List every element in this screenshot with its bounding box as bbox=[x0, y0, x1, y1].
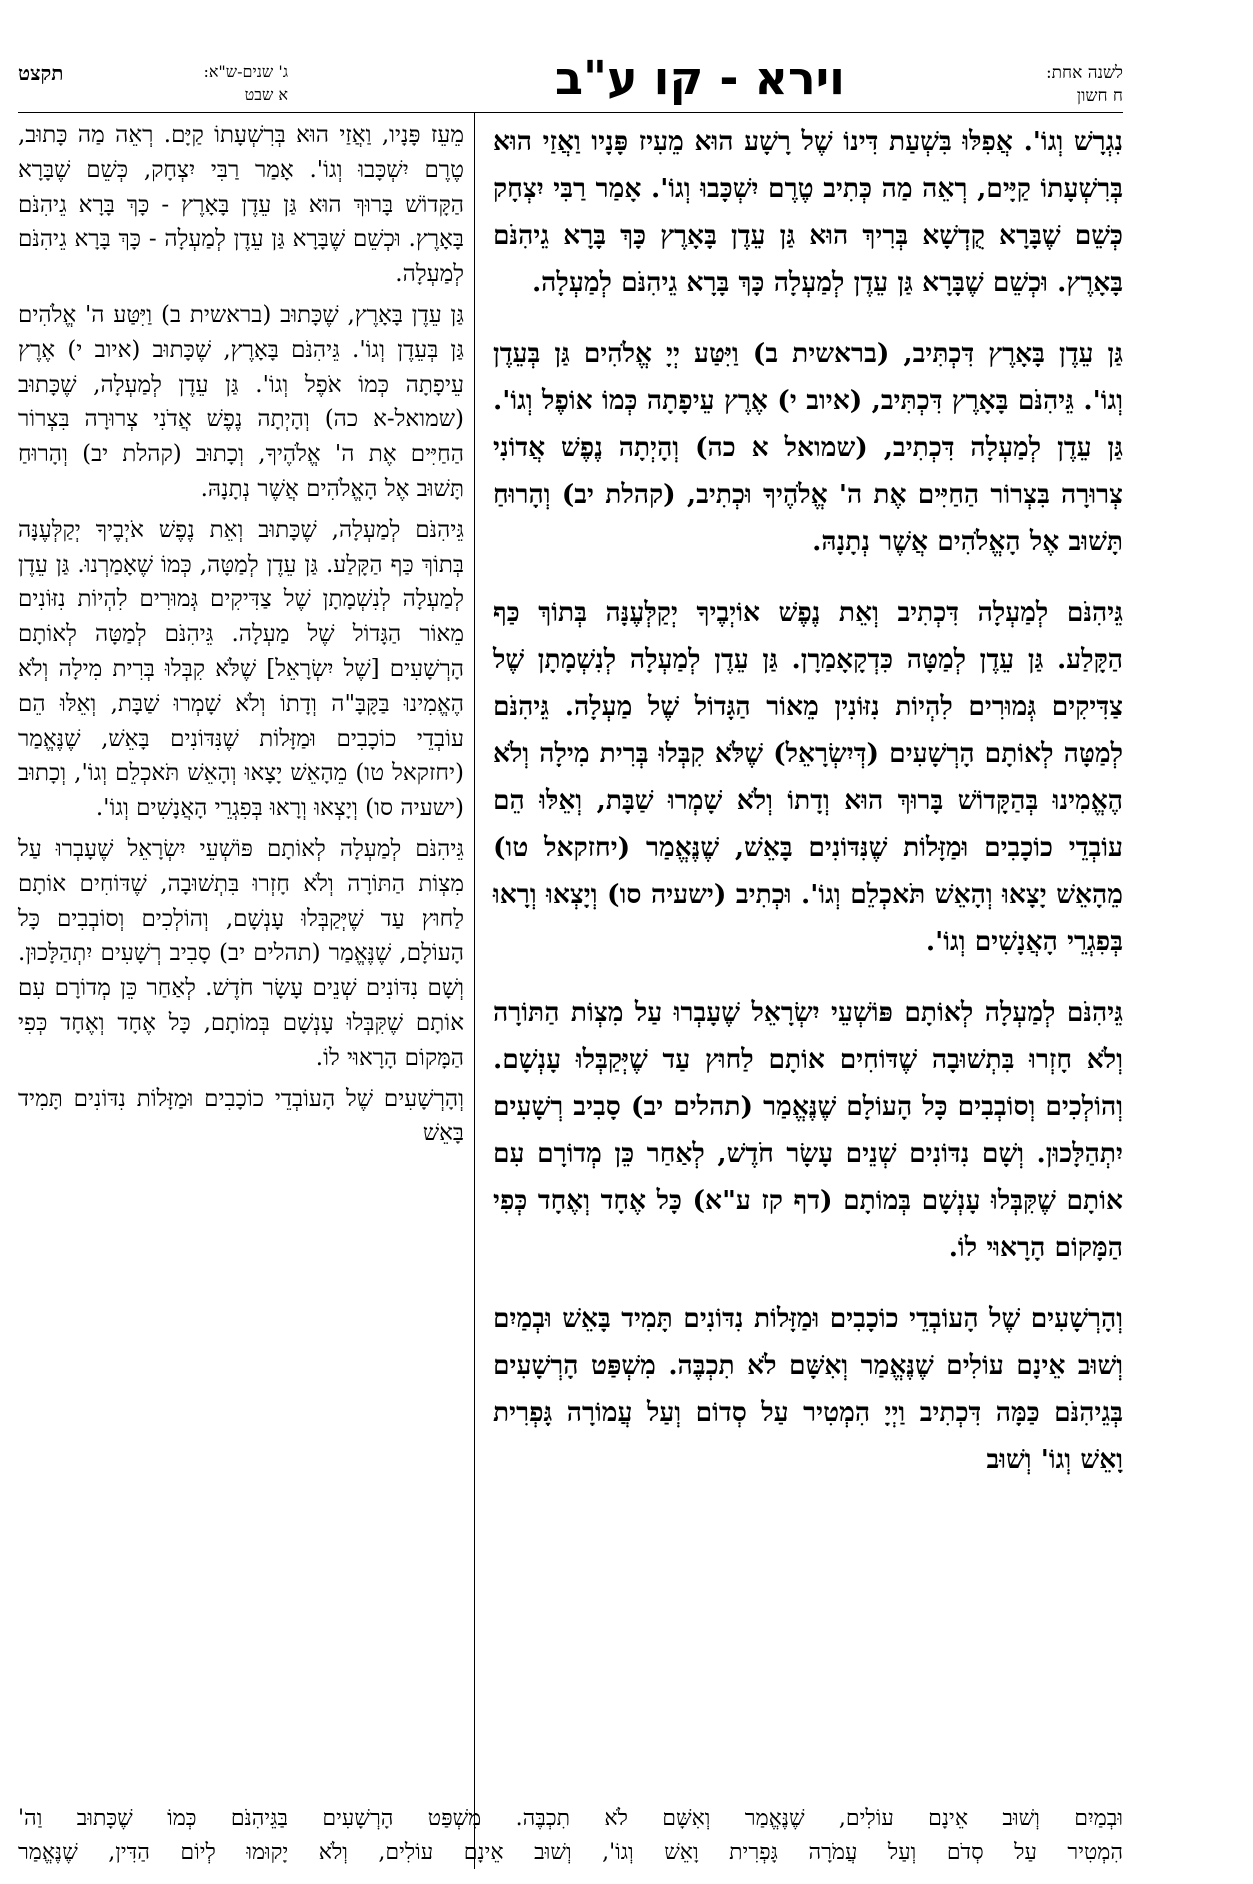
commentary-paragraph: וְהָרְשָׁעִים שֶׁל הָעוֹבְדֵי כוֹכָבִים וּמַזָּלוֹת נִדּוֹנִים תָּמִיד בָּאֵשׁ bbox=[18, 1085, 464, 1147]
commentary-paragraph: גֵּיהִנֹּם לְמַעְלָה לְאוֹתָם פּוֹשְׁעֵי יִשְׂרָאֵל שֶׁעָבְרוּ עַל מִצְוֹת הַתּוֹרָה וְלֹא חָזְרוּ בִּתְשׁוּבָה, שֶׁדּוֹחִים אוֹתָם לַחוּץ עַד שֶׁיְּקַבְּלוּ עָנְשָׁם, וְהוֹלְכִים וְסוֹבְבִים כָּל הָעוֹלָם, שֶׁנֶּאֱמַר (תהלים יב) סָבִיב רְשָׁעִים יִתְהַלָּכוּן. וְשָׁם נִדּוֹנִים שְׁנֵים עָשָׂר חֹדֶשׁ. לְאַחַר כֵּן מְדוֹרָם עִם אוֹתָם שֶׁקִּבְּלוּ עָנְשָׁם בְּמוֹתָם, כָּל אֶחָד וְאֶחָד כְּפִי הַמָּקוֹם הָרָאוּי לוֹ. bbox=[18, 835, 464, 1071]
header-right bbox=[1046, 62, 1123, 108]
main-paragraph: גֵּיהִנֹּם לְמַעְלָה לְאוֹתָם פּוֹשְׁעֵי יִשְׂרָאֵל שֶׁעָבְרוּ עַל מִצְוֹת הַתּוֹרָה וְלֹא חָזְרוּ בִּתְשׁוּבָה שֶׁדּוֹחִים אוֹתָם לַחוּץ עַד שֶׁיְּקַבְּלוּ עָנְשָׁם. וְהוֹלְכִים וְסוֹבְבִים כָּל הָעוֹלָם שֶׁנֶּאֱמַר (תהלים יב) סָבִיב רְשָׁעִים יִתְהַלָּכוּן. וְשָׁם נִדּוֹנִים שְׁנֵים עָשָׂר חֹדֶשׁ, לְאַחַר כֵּן מְדוֹרָם עִם אוֹתָם שֶׁקִּבְּלוּ עָנְשָׁם בְּמוֹתָם (דף קז ע"א) כָּל אֶחָד וְאֶחָד כְּפִי הַמָּקוֹם הָרָאוּי לוֹ. bbox=[493, 997, 1123, 1263]
header-cycle-label: ג' שנים-ש"א: bbox=[203, 62, 288, 81]
page-number: תקצט bbox=[18, 61, 64, 85]
main-paragraph: גֵּיהִנֹּם לְמַעְלָה דִּכְתִיב וְאֵת נֶפֶשׁ אוֹיְבֶיךָ יְקַלְּעֶנָּה בְּתוֹךְ כַּף הַקָּלַע. גַּן עֵדֶן לְמַטָּה כִּדְקָאָמַרָן. גַּן עֵדֶן לְמַעְלָה לְנִשְׁמָתָן שֶׁל צַדִּיקִים גְּמוּרִים לִהְיוֹת נִזּוֹנִין מֵאוֹר הַגָּדוֹל שֶׁל מַעְלָה. גֵּיהִנֹּם לְמַטָּה לְאוֹתָם הָרְשָׁעִים (דְּיִשְׂרָאֵל) שֶׁלֹּא קִבְּלוּ בְּרִית מִילָה וְלֹא הֶאֱמִינוּ בְּהַקָּדוֹשׁ בָּרוּךְ הוּא וְדָתוֹ וְלֹא שָׁמְרוּ שַׁבָּת, וְאֵלּוּ הֵם עוֹבְדֵי כוֹכָבִים וּמַזָּלוֹת שֶׁנִּדּוֹנִים בָּאֵשׁ, שֶׁנֶּאֱמַר (יחזקאל טו) מֵהָאֵשׁ יָצָאוּ וְהָאֵשׁ תֹּאכְלֵם וְגוֹ'. וּכְתִיב (ישעיה סו) וְיָצְאוּ וְרָאוּ בְּפִגְרֵי הָאֲנָשִׁים וְגוֹ'. bbox=[493, 597, 1123, 957]
header-left bbox=[18, 60, 288, 106]
commentary-paragraph: גֵּיהִנֹּם לְמַעְלָה, שֶׁכָּתוּב וְאֵת נֶפֶשׁ אֹיְבֶיךָ יְקַלְּעֶנָּה בְּתוֹךְ כַּף הַקָּלַע. גַּן עֵדֶן לְמַטָּה, כְּמוֹ שֶׁאָמַרְנוּ. גַּן עֵדֶן לְמַעְלָה לְנִשְׁמָתָן שֶׁל צַדִּיקִים גְּמוּרִים לִהְיוֹת נִזּוֹנִים מֵאוֹר הַגָּדוֹל שֶׁל מַעְלָה. גֵּיהִנֹּם לְמַטָּה לְאוֹתָם הָרְשָׁעִים [שֶׁל יִשְׂרָאֵל] שֶׁלֹּא קִבְּלוּ בְּרִית מִילָה וְלֹא הֶאֱמִינוּ בַּקָּבָּ"ה וְדָתוֹ וְלֹא שָׁמְרוּ שַׁבָּת, וְאֵלּוּ הֵם עוֹבְדֵי כוֹכָבִים וּמַזָּלוֹת שֶׁנִּדּוֹנִים בָּאֵשׁ, שֶׁנֶּאֱמַר (יחזקאל טו) מֵהָאֵשׁ יָצָאוּ וְהָאֵשׁ תֹּאכְלֵם וְגוֹ', וְכָתוּב (ישעיה סו) וְיָצְאוּ וְרָאוּ בְּפִגְרֵי הָאֲנָשִׁים וְגוֹ'. bbox=[18, 516, 464, 822]
main-paragraph: גַּן עֵדֶן בָּאָרֶץ דִּכְתִּיב, (בראשית ב) וַיִּטַּע יְיָ אֱלֹהִים גַּן בְּעֵדֶן וְגוֹ'. גֵּיהִנֹּם בָּאָרֶץ דִּכְתִּיב, (איוב י) אֶרֶץ עֵיפָתָה כְּמוֹ אוֹפֶל וְגוֹ'. גַּן עֵדֶן לְמַעְלָה דִּכְתִיב, (שמואל א כה) וְהָיְתָה נֶפֶשׁ אֲדוֹנִי צְרוּרָה בִּצְרוֹר הַחַיִּים אֶת ה' אֱלֹהֶיךָ וּכְתִיב, (קהלת יב) וְהָרוּחַ תָּשׁוּב אֶל הָאֱלֹהִים אֲשֶׁר נְתָנָהּ. bbox=[493, 338, 1123, 557]
bottom-line: הִמְטִיר עַל סְדֹם וְעַל עֲמֹרָה גָּפְרִית וָאֵשׁ וְגוֹ', וְשׁוּב אֵינָם עוֹלִים, וְלֹא יָקוּמוּ לְיוֹם הַדִּין, שֶׁנֶּאֱמַר bbox=[18, 1840, 1123, 1865]
main-paragraph: וְהָרְשָׁעִים שֶׁל הָעוֹבְדֵי כוֹכָבִים וּמַזָּלוֹת נִדּוֹנִים תָּמִיד בָּאֵשׁ וּבְמַיִם וְשׁוּב אֵינָם עוֹלִים שֶׁנֶּאֱמַר וְאִשָּׁם לֹא תִכְבֶּה. מִשְׁפַּט הָרְשָׁעִים בְּגֵיהִנֹּם כַּמָּה דִּכְתִיב וַיְיָ הִמְטִיר עַל סְדוֹם וְעַל עֲמוֹרָה גָּפְרִית וָאֵשׁ וְגוֹ' וְשׁוּב bbox=[493, 1303, 1123, 1475]
header-study-cycle-label: לשנה אחת: bbox=[1045, 63, 1123, 83]
commentary-column bbox=[18, 118, 464, 1157]
commentary-paragraph: מֵעֵז פָּנָיו, וַאֲזַי הוּא בְּרִשְׁעָתוֹ קַיָּם. רְאֵה מַה כָּתוּב, טֶרֶם יִשְׁכָּבוּ וְגוֹ'. אָמַר רַבִּי יִצְחָק, כְּשֵׁם שֶׁבָּרָא הַקָּדוֹשׁ בָּרוּךְ הוּא גַּן עֵדֶן בָּאָרֶץ - כָּךְ בָּרָא גֵיהִנֹּם בָּאָרֶץ. וּכְשֵׁם שֶׁבָּרָא גַּן עֵדֶן לְמַעְלָה - כָּךְ בָּרָא גֵיהִנֹּם לְמַעְלָה. bbox=[18, 122, 464, 288]
main-text-column bbox=[493, 118, 1123, 1507]
commentary-paragraph: גַּן עֵדֶן בָּאָרֶץ, שֶׁכָּתוּב (בראשית ב) וַיִּטַּע ה' אֱלֹהִים גַּן בְּעֵדֶן וְגוֹ'. גֵּיהִנֹּם בָּאָרֶץ, שֶׁכָּתוּב (איוב י) אֶרֶץ עֵיפָתָה כְּמוֹ אֹפֶל וְגוֹ'. גַּן עֵדֶן לְמַעְלָה, שֶׁכָּתוּב (שמואל-א כה) וְהָיְתָה נֶפֶשׁ אֲדֹנִי צְרוּרָה בִּצְרוֹר הַחַיִּים אֶת ה' אֱלֹהֶיךָ, וְכָתוּב (קהלת יב) וְהָרוּחַ תָּשׁוּב אֶל הָאֱלֹהִים אֲשֶׁר נְתָנָהּ. bbox=[18, 301, 464, 502]
column-divider bbox=[474, 112, 475, 1869]
bottom-commentary bbox=[18, 1802, 1123, 1870]
header-divider bbox=[18, 112, 1123, 113]
page-title: וירא - קו ע"ב bbox=[555, 51, 845, 105]
header-cycle-date: א שבט bbox=[244, 85, 288, 104]
header-study-date: ח חשון bbox=[1076, 86, 1123, 106]
bottom-line: וּבְמַיִם וְשׁוּב אֵינָם עוֹלִים, שֶׁנֶּאֱמַר וְאִשָּׁם לֹא תִכְבֶּה. מִשְׁפַּט הָרְשָׁעִים בַּגֵּיהִנֹּם כְּמוֹ שֶׁכָּתוּב וַה' bbox=[18, 1806, 1123, 1831]
main-paragraph: נִגְרָשׁ וְגוֹ'. אֲפִלּוּ בִּשְׁעַת דִּינוֹ שֶׁל רָשָׁע הוּא מֵעִיז פָּנָיו וַאֲזַי הוּא בְּרִשְׁעָתוֹ קַיָּים, רְאֵה מַה כְּתִיב טֶרֶם יִשְׁכָּבוּ וְגוֹ'. אָמַר רַבִּי יִצְחָק כְּשֵׁם שֶׁבָּרָא קֻדְשָׁא בְּרִיךְ הוּא גַּן עֵדֶן בָּאָרֶץ כָּךְ בָּרָא גֵיהִנֹּם בָּאָרֶץ. וּכְשֵׁם שֶׁבָּרָא גַּן עֵדֶן לְמַעְלָה כָּךְ בָּרָא גֵיהִנֹּם לְמַעְלָה. bbox=[493, 126, 1123, 298]
